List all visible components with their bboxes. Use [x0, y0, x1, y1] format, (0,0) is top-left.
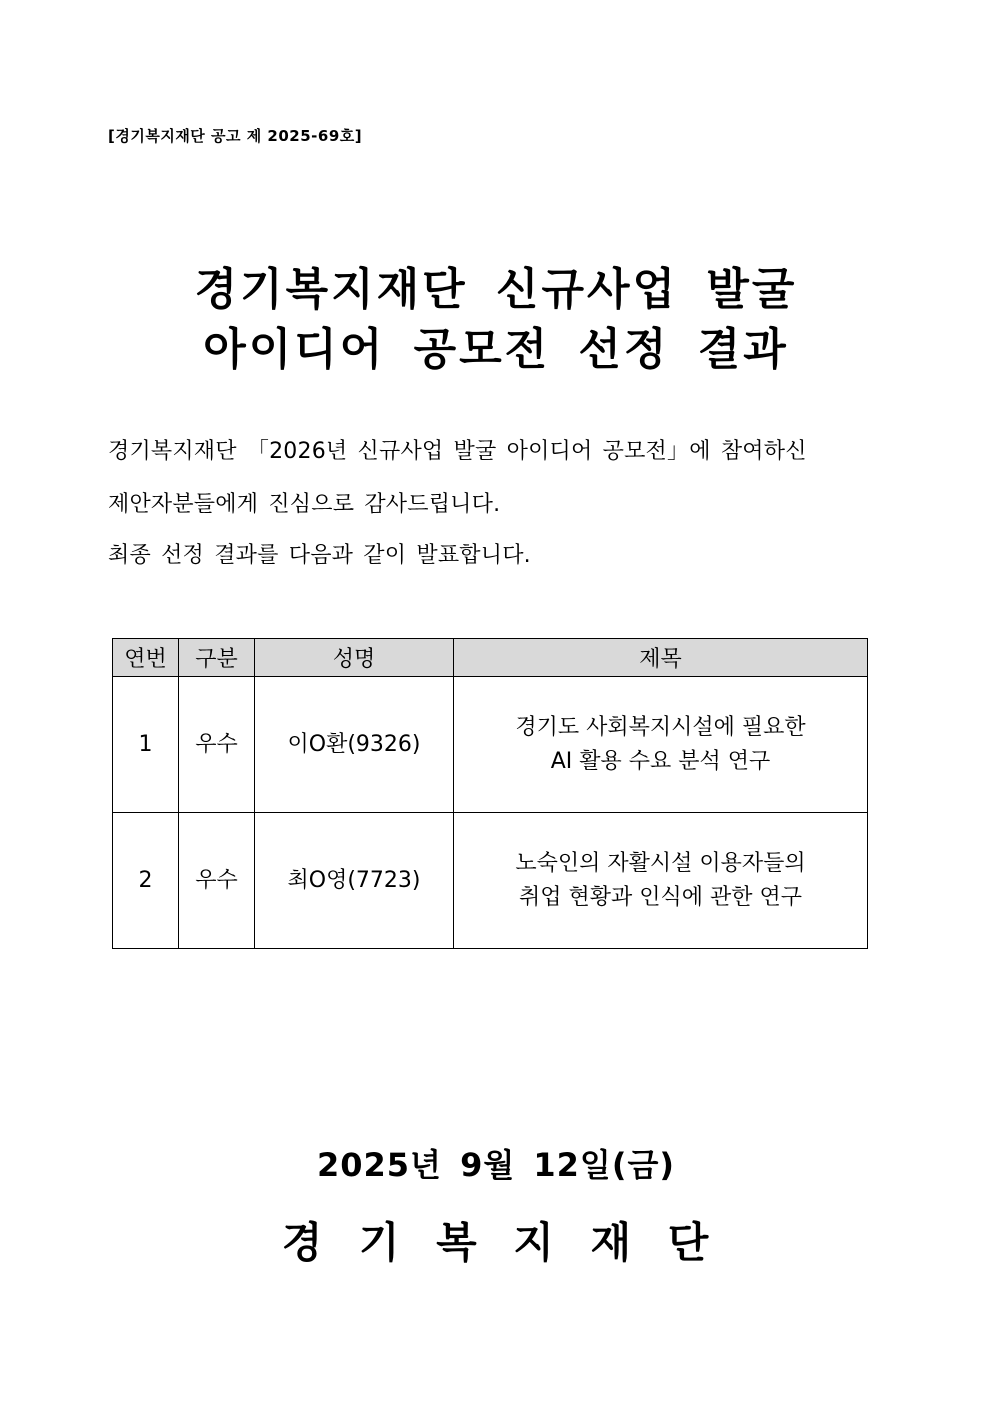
- table-header-row: [113, 639, 868, 677]
- cell-title: [454, 677, 868, 813]
- intro-line-3: 최종 선정 결과를 다음과 같이 발표합니다.: [108, 543, 531, 568]
- header-title: 제목: [454, 639, 868, 677]
- cell-category: 우수: [179, 813, 255, 949]
- cell-title-line-1: 노숙인의 자활시설 이용자들의: [515, 850, 806, 876]
- table-row: [113, 677, 868, 813]
- cell-category: 우수: [179, 677, 255, 813]
- cell-name: 이O환(9326): [255, 677, 454, 813]
- header-category: 구분: [179, 639, 255, 677]
- cell-title-line-2: AI 활용 수요 분석 연구: [550, 748, 771, 774]
- cell-title-line-2: 취업 현황과 인식에 관한 연구: [519, 884, 802, 910]
- cell-no: 2: [113, 813, 179, 949]
- table-row: [113, 813, 868, 949]
- cell-title-line-1: 경기도 사회복지시설에 필요한: [515, 714, 806, 740]
- cell-name: 최O영(7723): [255, 813, 454, 949]
- page-title-line-2: 아이디어 공모전 선정 결과: [203, 324, 789, 375]
- intro-line-1: 경기복지재단 「2026년 신규사업 발굴 아이디어 공모전」에 참여하신: [108, 439, 807, 464]
- cell-title: [454, 813, 868, 949]
- header-no: 연번: [113, 639, 179, 677]
- page-title-line-1: 경기복지재단 신규사업 발굴: [194, 264, 798, 315]
- header-name: 성명: [255, 639, 454, 677]
- announcement-date: 2025년 9월 12일(금): [316, 1146, 676, 1184]
- notice-number: [경기복지재단 공고 제 2025-69호]: [108, 127, 363, 145]
- results-table: [112, 638, 868, 949]
- cell-no: 1: [113, 677, 179, 813]
- intro-line-2: 제안자분들에게 진심으로 감사드립니다.: [108, 492, 501, 517]
- organization-name: 경 기 복 지 재 단: [281, 1218, 711, 1267]
